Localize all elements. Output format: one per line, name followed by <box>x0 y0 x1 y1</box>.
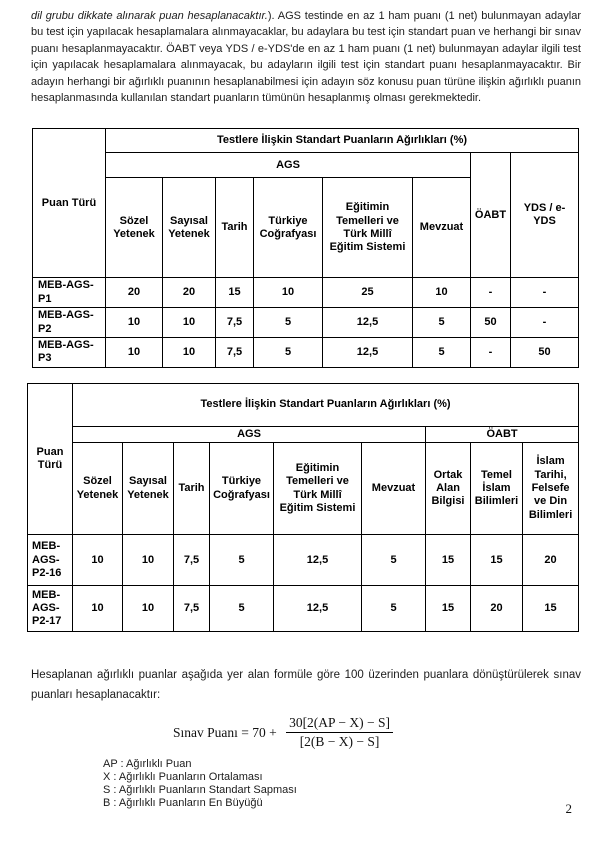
col-header-sozel-yetenek: Sözel Yetenek <box>73 443 123 535</box>
score-cell: 10 <box>123 535 174 586</box>
legend-item-b: B : Ağırlıklı Puanların En Büyüğü <box>103 797 263 810</box>
row-label-meb-ags-p1: MEB-AGS-P1 <box>33 278 106 308</box>
formula-numerator: 30[2(AP − X) − S] <box>286 715 393 733</box>
score-cell: 5 <box>413 308 471 338</box>
col-header-tarih: Tarih <box>174 443 210 535</box>
col-header-mevzuat: Mevzuat <box>413 178 471 278</box>
col-header-temel-islam-bilimleri: Temel İslam Bilimleri <box>471 443 523 535</box>
score-cell: - <box>471 338 511 368</box>
group-header-oabt: ÖABT <box>471 153 511 278</box>
score-cell: 5 <box>254 338 323 368</box>
score-cell: 10 <box>73 586 123 632</box>
top-header: Testlere İlişkin Standart Puanların Ağırlıkları (%) <box>73 383 579 426</box>
score-cell: 5 <box>210 586 274 632</box>
formula-fraction <box>286 715 393 750</box>
score-cell: 5 <box>254 308 323 338</box>
formula-legend <box>103 758 612 810</box>
score-cell: - <box>511 308 579 338</box>
score-cell: 7,5 <box>174 535 210 586</box>
col-header-mevzuat: Mevzuat <box>362 443 426 535</box>
table-row <box>33 338 579 368</box>
score-cell: 50 <box>511 338 579 368</box>
score-cell: 10 <box>163 308 216 338</box>
score-cell: 10 <box>73 535 123 586</box>
table-row <box>33 308 579 338</box>
score-cell: 12,5 <box>274 586 362 632</box>
score-cell: 7,5 <box>216 308 254 338</box>
col-header-ortak-alan-bilgisi: Ortak Alan Bilgisi <box>426 443 471 535</box>
table-row <box>33 153 579 178</box>
score-cell: 5 <box>210 535 274 586</box>
score-cell: 10 <box>413 278 471 308</box>
score-cell: 25 <box>323 278 413 308</box>
col-header-turkiye-cografyasi: Türkiye Coğrafyası <box>254 178 323 278</box>
group-header-oabt: ÖABT <box>426 426 579 442</box>
col-header-tarih: Tarih <box>216 178 254 278</box>
score-weights-table-1 <box>32 128 579 367</box>
score-cell: 10 <box>123 586 174 632</box>
score-cell: 20 <box>106 278 163 308</box>
table-row <box>28 586 579 632</box>
intro-body-text: ). AGS testinde en az 1 ham puanı (1 net) bulunmayan adaylar bu test için yapılacak hesaplamalara alınmayacaklar, bu adaylara bu test için standart puan ve herhangi bir sınav puanı hesaplanmayacaktır. ÖABT veya YDS / e-YDS'de en az 1 ham puanı (1 net) bulunmayan adaylar ilgili test için yapılacak hesaplamalara alınmayacak, bu adayların ilgili test için standart puanı hesaplanmayacaktır. Bir adayın herhangi bir ağırlıklı puanının hesaplanabilmesi için adayın söz konusu puan türüne ilişkin ağırlıklı puanın hesaplanmasında kullanılan standart puanların tümünün hesaplanmış olması gerekmektedir. <box>31 10 581 105</box>
score-cell: 20 <box>163 278 216 308</box>
score-cell: 10 <box>254 278 323 308</box>
table-row <box>28 535 579 586</box>
intro-italic-lead: dil grubu dikkate alınarak puan hesaplanacaktır. <box>31 10 268 22</box>
exam-score-formula <box>173 715 393 750</box>
score-cell: 12,5 <box>323 338 413 368</box>
col-header-egitimin-temelleri: Eğitimin Temelleri ve Türk Millî Eğitim Sistemi <box>274 443 362 535</box>
legend-item-s: S : Ağırlıklı Puanların Standart Sapması <box>103 784 297 797</box>
score-cell: 5 <box>362 586 426 632</box>
row-label-meb-ags-p2-16: MEB-AGS-P2-16 <box>28 535 73 586</box>
table-row <box>28 383 579 426</box>
legend-item-x: X : Ağırlıklı Puanların Ortalaması <box>103 771 263 784</box>
group-header-ags: AGS <box>73 426 426 442</box>
score-cell: 7,5 <box>174 586 210 632</box>
score-cell: 20 <box>523 535 579 586</box>
score-cell: 15 <box>471 535 523 586</box>
col-header-turkiye-cografyasi: Türkiye Coğrafyası <box>210 443 274 535</box>
group-header-ags: AGS <box>106 153 471 178</box>
table-row <box>28 426 579 442</box>
score-cell: 20 <box>471 586 523 632</box>
row-label-meb-ags-p3: MEB-AGS-P3 <box>33 338 106 368</box>
score-cell: - <box>511 278 579 308</box>
score-cell: 15 <box>426 535 471 586</box>
intro-paragraph <box>31 8 581 106</box>
score-cell: 15 <box>523 586 579 632</box>
score-cell: 10 <box>163 338 216 368</box>
score-weights-table-2 <box>27 383 579 632</box>
score-cell: 5 <box>413 338 471 368</box>
table-row <box>28 443 579 535</box>
score-cell: 12,5 <box>274 535 362 586</box>
table-row <box>33 129 579 153</box>
col-header-islam-tarihi-felsefe: İslam Tarihi, Felsefe ve Din Bilimleri <box>523 443 579 535</box>
formula-lhs: Sınav Puanı = 70 + <box>172 724 281 740</box>
row-label-meb-ags-p2-17: MEB-AGS-P2-17 <box>28 586 73 632</box>
score-cell: 10 <box>106 308 163 338</box>
col-header-sayisal-yetenek: Sayısal Yetenek <box>123 443 174 535</box>
col-header-egitimin-temelleri: Eğitimin Temelleri ve Türk Millî Eğitim Sistemi <box>323 178 413 278</box>
corner-header-puan-turu: Puan Türü <box>33 129 106 278</box>
score-cell: 15 <box>216 278 254 308</box>
col-header-sayisal-yetenek: Sayısal Yetenek <box>163 178 216 278</box>
score-cell: 12,5 <box>323 308 413 338</box>
corner-header-puan-turu: Puan Türü <box>28 383 73 534</box>
score-cell: 50 <box>471 308 511 338</box>
score-cell: - <box>471 278 511 308</box>
top-header: Testlere İlişkin Standart Puanların Ağırlıkları (%) <box>106 129 579 153</box>
col-header-sozel-yetenek: Sözel Yetenek <box>106 178 163 278</box>
score-cell: 15 <box>426 586 471 632</box>
formula-denominator: [2(B − X) − S] <box>299 734 380 750</box>
group-header-yds: YDS / e-YDS <box>511 153 579 278</box>
table-row <box>33 278 579 308</box>
page-number: 2 <box>565 801 572 816</box>
formula-intro-paragraph: Hesaplanan ağırlıklı puanlar aşağıda yer alan formüle göre 100 üzerinden puanlara dönüştürülerek sınav puanları hesaplanacaktır: <box>31 669 581 702</box>
score-cell: 5 <box>362 535 426 586</box>
score-cell: 10 <box>106 338 163 368</box>
legend-item-ap: AP : Ağırlıklı Puan <box>103 758 192 771</box>
score-cell: 7,5 <box>216 338 254 368</box>
row-label-meb-ags-p2: MEB-AGS-P2 <box>33 308 106 338</box>
